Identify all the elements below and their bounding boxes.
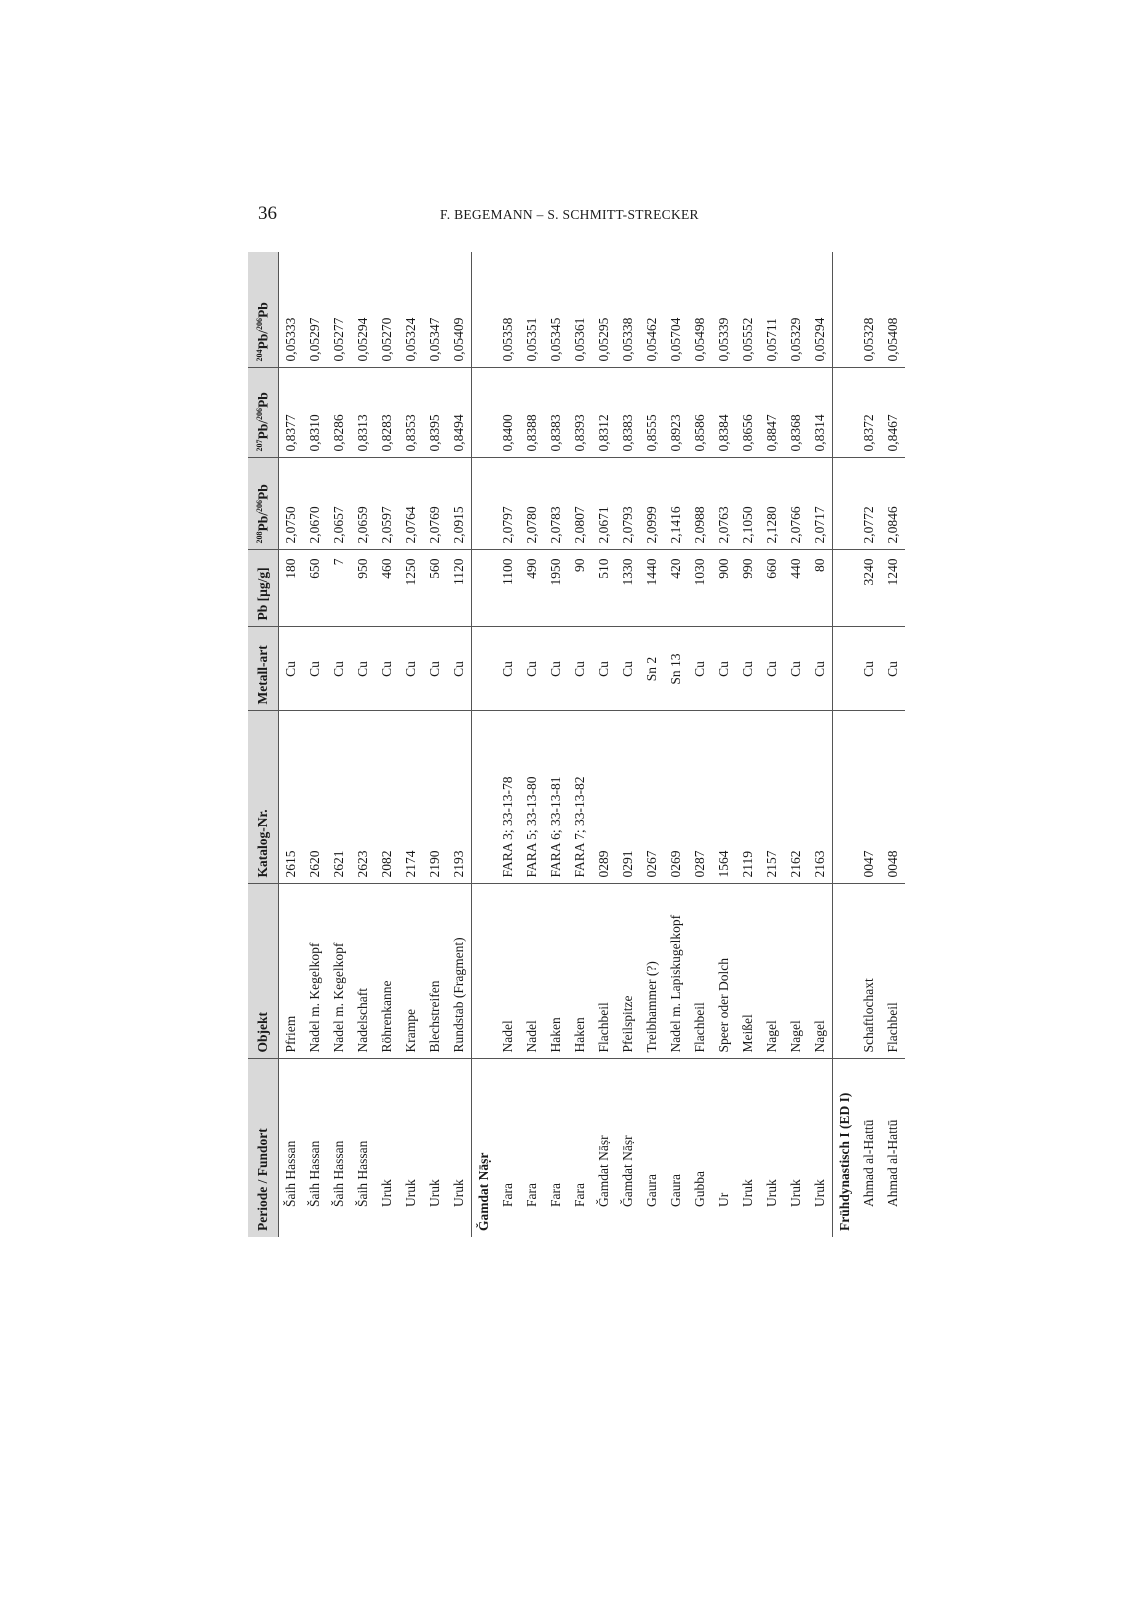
cell-fundort: Šaih Hassan [355, 1140, 370, 1207]
cell-ratio-204: 0,05328 [857, 252, 881, 368]
cell-metall: Sn 13 [664, 627, 688, 711]
cell-metall: Cu [568, 627, 592, 711]
cell-katalog: 2623 [351, 711, 375, 884]
cell-metall: Sn 2 [640, 627, 664, 711]
table-row [784, 252, 808, 1237]
cell-katalog: 1564 [712, 711, 736, 884]
cell-ratio-207: 0,8310 [303, 368, 327, 458]
cell-objekt: Pfriem [279, 884, 304, 1059]
cell-pb: 1250 [399, 550, 423, 627]
cell-ratio-204: 0,05339 [712, 252, 736, 368]
cell-ratio-208: 2,0671 [592, 458, 616, 550]
table-row [351, 252, 375, 1237]
table-group-2 [496, 252, 833, 1237]
cell-pb: 650 [303, 550, 327, 627]
cell-metall: Cu [712, 627, 736, 711]
cell-fundort: Uruk [764, 1179, 779, 1207]
cell-ratio-204: 0,05347 [423, 252, 447, 368]
table-row [279, 252, 304, 1237]
cell-metall: Cu [736, 627, 760, 711]
table-group-1 [279, 252, 472, 1237]
cell-ratio-208: 2,0764 [399, 458, 423, 550]
cell-ratio-204: 0,05277 [327, 252, 351, 368]
cell-pb: 990 [736, 550, 760, 627]
cell-ratio-208: 2,0772 [857, 458, 881, 550]
cell-ratio-208: 2,0846 [881, 458, 905, 550]
cell-ratio-207: 0,8377 [279, 368, 304, 458]
table-row [544, 252, 568, 1237]
cell-ratio-204: 0,05498 [688, 252, 712, 368]
cell-metall: Cu [375, 627, 399, 711]
table-row [712, 252, 736, 1237]
cell-fundort: Šaih Hassan [283, 1140, 298, 1207]
cell-pb: 660 [760, 550, 784, 627]
cell-fundort: Šaih Hassan [307, 1140, 322, 1207]
table-row [760, 252, 784, 1237]
header-objekt: Objekt [248, 884, 279, 1059]
cell-objekt: Krampe [399, 884, 423, 1059]
cell-ratio-208: 2,1050 [736, 458, 760, 550]
cell-pb: 180 [279, 550, 304, 627]
cell-katalog: FARA 3; 33-13-78 [496, 711, 520, 884]
cell-fundort: Ǧamdat Nāṣr [596, 1135, 611, 1207]
cell-ratio-207: 0,8383 [544, 368, 568, 458]
cell-metall: Cu [808, 627, 833, 711]
cell-metall: Cu [327, 627, 351, 711]
cell-pb: 1440 [640, 550, 664, 627]
cell-metall: Cu [351, 627, 375, 711]
cell-metall: Cu [760, 627, 784, 711]
cell-pb: 1120 [447, 550, 472, 627]
cell-ratio-204: 0,05294 [351, 252, 375, 368]
cell-ratio-204: 0,05270 [375, 252, 399, 368]
table-row [592, 252, 616, 1237]
cell-katalog: 2157 [760, 711, 784, 884]
cell-metall: Cu [496, 627, 520, 711]
cell-objekt: Blechstreifen [423, 884, 447, 1059]
cell-pb: 3240 [857, 550, 881, 627]
cell-ratio-208: 2,0915 [447, 458, 472, 550]
table-row [423, 252, 447, 1237]
table-row [640, 252, 664, 1237]
cell-ratio-204: 0,05552 [736, 252, 760, 368]
cell-metall: Cu [399, 627, 423, 711]
table-row [808, 252, 833, 1237]
cell-ratio-208: 2,0766 [784, 458, 808, 550]
cell-objekt: Haken [544, 884, 568, 1059]
cell-ratio-207: 0,8384 [712, 368, 736, 458]
cell-ratio-204: 0,05295 [592, 252, 616, 368]
cell-objekt: Röhrenkanne [375, 884, 399, 1059]
cell-ratio-207: 0,8353 [399, 368, 423, 458]
table-row [327, 252, 351, 1237]
cell-ratio-208: 2,0597 [375, 458, 399, 550]
cell-pb: 1100 [496, 550, 520, 627]
section-title: Ǧamdat Nāṣr [472, 1059, 497, 1237]
cell-ratio-207: 0,8467 [881, 368, 905, 458]
cell-katalog: 2620 [303, 711, 327, 884]
cell-fundort: Uruk [379, 1179, 394, 1207]
cell-fundort: Fara [548, 1183, 563, 1207]
cell-pb: 1240 [881, 550, 905, 627]
cell-ratio-208: 2,0807 [568, 458, 592, 550]
cell-objekt: Pfeilspitze [616, 884, 640, 1059]
cell-ratio-208: 2,0797 [496, 458, 520, 550]
cell-pb: 900 [712, 550, 736, 627]
cell-ratio-204: 0,05338 [616, 252, 640, 368]
cell-fundort: Uruk [788, 1179, 803, 1207]
cell-metall: Cu [447, 627, 472, 711]
table-row [447, 252, 472, 1237]
cell-ratio-204: 0,05324 [399, 252, 423, 368]
cell-ratio-208: 2,0763 [712, 458, 736, 550]
page-number: 36 [258, 203, 277, 224]
cell-katalog: 2190 [423, 711, 447, 884]
cell-fundort: Uruk [403, 1179, 418, 1207]
cell-ratio-208: 2,0793 [616, 458, 640, 550]
cell-ratio-207: 0,8286 [327, 368, 351, 458]
cell-objekt: Nadel [496, 884, 520, 1059]
cell-katalog: 0287 [688, 711, 712, 884]
cell-ratio-204: 0,05408 [881, 252, 905, 368]
table-row [303, 252, 327, 1237]
cell-katalog: 2621 [327, 711, 351, 884]
cell-fundort: Gubba [692, 1171, 707, 1207]
cell-objekt: Speer oder Dolch [712, 884, 736, 1059]
cell-objekt: Nadel [520, 884, 544, 1059]
cell-ratio-208: 2,0717 [808, 458, 833, 550]
cell-katalog: 2193 [447, 711, 472, 884]
cell-ratio-207: 0,8586 [688, 368, 712, 458]
running-head: F. BEGEMANN – S. SCHMITT-STRECKER [440, 207, 699, 222]
cell-katalog: FARA 7; 33-13-82 [568, 711, 592, 884]
cell-ratio-204: 0,05351 [520, 252, 544, 368]
cell-ratio-208: 2,1416 [664, 458, 688, 550]
cell-ratio-208: 2,0783 [544, 458, 568, 550]
lead-isotope-table [248, 252, 910, 1237]
table-row [568, 252, 592, 1237]
cell-ratio-207: 0,8372 [857, 368, 881, 458]
header-metall: Metall-art [248, 627, 279, 711]
cell-ratio-208: 2,0657 [327, 458, 351, 550]
cell-ratio-207: 0,8383 [616, 368, 640, 458]
cell-ratio-204: 0,05358 [496, 252, 520, 368]
cell-metall: Cu [423, 627, 447, 711]
cell-ratio-207: 0,8312 [592, 368, 616, 458]
header-row [248, 252, 279, 1237]
cell-katalog: 0048 [881, 711, 905, 884]
table-row [857, 252, 881, 1237]
cell-ratio-204: 0,05333 [279, 252, 304, 368]
cell-pb: 420 [664, 550, 688, 627]
section-row [472, 252, 497, 1237]
cell-metall: Cu [616, 627, 640, 711]
cell-objekt: Meißel [736, 884, 760, 1059]
cell-katalog: FARA 5; 33-13-80 [520, 711, 544, 884]
cell-objekt: Haken [568, 884, 592, 1059]
cell-katalog: 0267 [640, 711, 664, 884]
cell-objekt: Flachbeil [688, 884, 712, 1059]
cell-ratio-208: 2,1280 [760, 458, 784, 550]
cell-fundort: Uruk [812, 1179, 827, 1207]
cell-fundort: Fara [572, 1183, 587, 1207]
header-ratio-208: $^{208}$Pb/$^{206}$Pb [248, 458, 279, 550]
cell-metall: Cu [279, 627, 304, 711]
cell-objekt: Flachbeil [592, 884, 616, 1059]
cell-ratio-207: 0,8313 [351, 368, 375, 458]
table-row [496, 252, 520, 1237]
cell-ratio-204: 0,05294 [808, 252, 833, 368]
cell-ratio-207: 0,8388 [520, 368, 544, 458]
cell-pb: 80 [808, 550, 833, 627]
cell-fundort: Uruk [451, 1179, 466, 1207]
table-row [736, 252, 760, 1237]
cell-katalog: 0291 [616, 711, 640, 884]
cell-metall: Cu [544, 627, 568, 711]
cell-fundort: Gaura [644, 1174, 659, 1207]
table-group-3 [857, 252, 905, 1237]
cell-katalog: 0047 [857, 711, 881, 884]
cell-ratio-204: 0,05329 [784, 252, 808, 368]
cell-objekt: Flachbeil [881, 884, 905, 1059]
cell-fundort: Uruk [740, 1179, 755, 1207]
cell-pb: 90 [568, 550, 592, 627]
cell-objekt: Schaftlochaxt [857, 884, 881, 1059]
cell-ratio-207: 0,8393 [568, 368, 592, 458]
cell-ratio-207: 0,8368 [784, 368, 808, 458]
section-title: Frühdynastisch I (ED I) [833, 1059, 858, 1237]
cell-metall: Cu [592, 627, 616, 711]
cell-fundort: Uruk [427, 1179, 442, 1207]
cell-ratio-208: 2,0999 [640, 458, 664, 550]
header-ratio-204: $^{204}$Pb/$^{206}$Pb [248, 252, 279, 368]
cell-ratio-204: 0,05345 [544, 252, 568, 368]
cell-ratio-208: 2,0670 [303, 458, 327, 550]
cell-pb: 440 [784, 550, 808, 627]
cell-pb: 1950 [544, 550, 568, 627]
cell-ratio-208: 2,0750 [279, 458, 304, 550]
cell-katalog: 0269 [664, 711, 688, 884]
cell-ratio-207: 0,8555 [640, 368, 664, 458]
table-row [375, 252, 399, 1237]
table-section-2 [472, 252, 497, 1237]
cell-fundort: Ǧamdat Nāṣr [620, 1135, 635, 1207]
table-row [520, 252, 544, 1237]
cell-pb: 510 [592, 550, 616, 627]
cell-ratio-207: 0,8494 [447, 368, 472, 458]
cell-katalog: 2119 [736, 711, 760, 884]
cell-pb: 1330 [616, 550, 640, 627]
cell-katalog: 2162 [784, 711, 808, 884]
table-row [399, 252, 423, 1237]
table-row [616, 252, 640, 1237]
header-periode: Periode / Fundort [248, 1059, 279, 1237]
table-row [664, 252, 688, 1237]
header-pb: Pb [µg/g] [248, 550, 279, 627]
cell-objekt: Rundstab (Fragment) [447, 884, 472, 1059]
table-section-3 [833, 252, 858, 1237]
cell-fundort: Ahmad al-Hattū [885, 1119, 900, 1207]
data-table [248, 252, 905, 1237]
cell-objekt: Nagel [808, 884, 833, 1059]
cell-fundort: Fara [500, 1183, 515, 1207]
cell-pb: 490 [520, 550, 544, 627]
cell-ratio-204: 0,05704 [664, 252, 688, 368]
cell-ratio-204: 0,05297 [303, 252, 327, 368]
cell-objekt: Nadel m. Kegelkopf [303, 884, 327, 1059]
cell-ratio-207: 0,8847 [760, 368, 784, 458]
cell-pb: 950 [351, 550, 375, 627]
cell-ratio-207: 0,8400 [496, 368, 520, 458]
cell-katalog: 2174 [399, 711, 423, 884]
cell-metall: Cu [881, 627, 905, 711]
cell-katalog: 2082 [375, 711, 399, 884]
cell-pb: 7 [327, 550, 351, 627]
cell-ratio-208: 2,0659 [351, 458, 375, 550]
cell-ratio-208: 2,0988 [688, 458, 712, 550]
cell-objekt: Nadel m. Kegelkopf [327, 884, 351, 1059]
cell-metall: Cu [520, 627, 544, 711]
cell-ratio-204: 0,05361 [568, 252, 592, 368]
cell-katalog: 2163 [808, 711, 833, 884]
cell-pb: 460 [375, 550, 399, 627]
cell-objekt: Nagel [760, 884, 784, 1059]
cell-objekt: Nadel m. Lapiskugelkopf [664, 884, 688, 1059]
header-katalog: Katalog-Nr. [248, 711, 279, 884]
cell-fundort: Fara [524, 1183, 539, 1207]
cell-ratio-207: 0,8395 [423, 368, 447, 458]
cell-objekt: Nagel [784, 884, 808, 1059]
cell-katalog: 0289 [592, 711, 616, 884]
cell-metall: Cu [857, 627, 881, 711]
cell-fundort: Ahmad al-Hattū [861, 1119, 876, 1207]
cell-ratio-208: 2,0780 [520, 458, 544, 550]
cell-ratio-208: 2,0769 [423, 458, 447, 550]
header-ratio-207: $^{207}$Pb/$^{206}$Pb [248, 368, 279, 458]
section-row [833, 252, 858, 1237]
table-row [688, 252, 712, 1237]
cell-ratio-207: 0,8923 [664, 368, 688, 458]
cell-fundort: Gaura [668, 1174, 683, 1207]
table-row [881, 252, 905, 1237]
cell-objekt: Nadelschaft [351, 884, 375, 1059]
cell-ratio-207: 0,8656 [736, 368, 760, 458]
cell-metall: Cu [303, 627, 327, 711]
cell-fundort: Ur [716, 1192, 731, 1207]
cell-ratio-204: 0,05711 [760, 252, 784, 368]
cell-katalog: FARA 6; 33-13-81 [544, 711, 568, 884]
cell-ratio-207: 0,8314 [808, 368, 833, 458]
cell-ratio-204: 0,05462 [640, 252, 664, 368]
cell-pb: 560 [423, 550, 447, 627]
cell-metall: Cu [688, 627, 712, 711]
cell-ratio-204: 0,05409 [447, 252, 472, 368]
cell-metall: Cu [784, 627, 808, 711]
cell-objekt: Treibhammer (?) [640, 884, 664, 1059]
cell-pb: 1030 [688, 550, 712, 627]
cell-ratio-207: 0,8283 [375, 368, 399, 458]
cell-katalog: 2615 [279, 711, 304, 884]
cell-fundort: Šaih Hassan [331, 1140, 346, 1207]
